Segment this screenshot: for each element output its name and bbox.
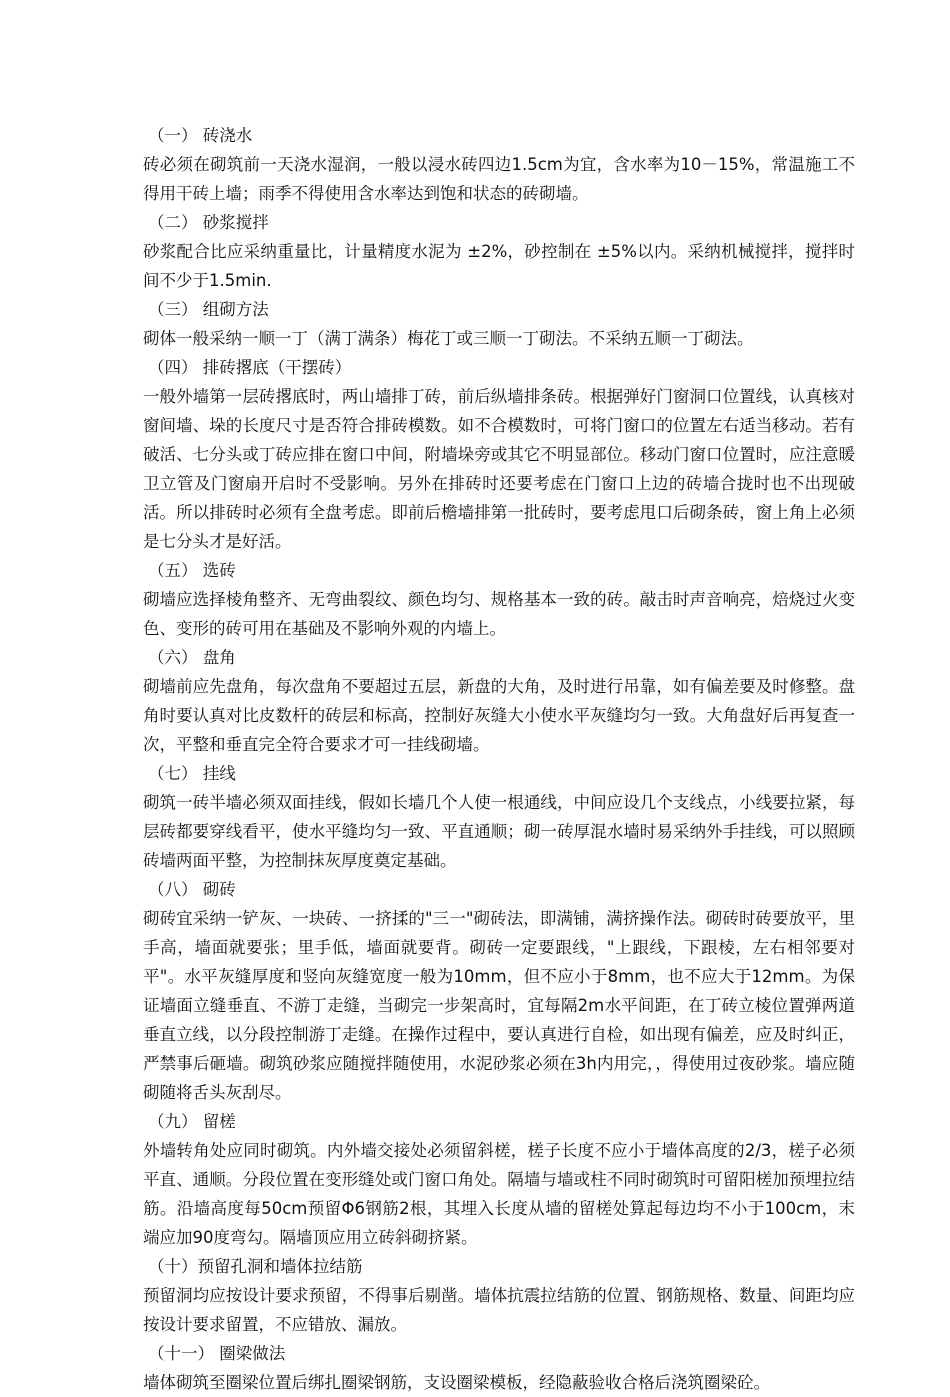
section-heading-3: （三） 组砌方法	[148, 300, 269, 319]
section-heading-1: （一） 砖浇水	[148, 126, 253, 145]
section-heading-6: （六） 盘角	[148, 648, 236, 667]
section-text-9: 外墙转角处应同时砌筑。内外墙交接处必须留斜槎，槎子长度不应小于墙体高度的2/3，槎子必须平直、通顺。分段位置在变形缝处或门窗口角处。隔墙与墙或柱不同时砌筑时可留阳槎加预埋拉结筋。沿墙高度每50cm预留Φ6钢筋2根，其埋入长度从墙的留槎处算起每边均不小于100cm，末端应加90度弯勾。隔墙顶应用立砖斜砌挤紧。	[143, 1141, 855, 1247]
section-text-10: 预留洞均应按设计要求预留，不得事后剔凿。墙体抗震拉结筋的位置、钢筋规格、数量、间距均应按设计要求留置，不应错放、漏放。	[143, 1286, 855, 1334]
section-heading-4: （四） 排砖撂底（干摆砖）	[148, 358, 352, 377]
section-heading-5: （五） 选砖	[148, 561, 236, 580]
section-heading-2: （二） 砂浆搅拌	[148, 213, 269, 232]
section-text-6: 砌墙前应先盘角，每次盘角不要超过五层，新盘的大角，及时进行吊靠，如有偏差要及时修整。盘角时要认真对比皮数杆的砖层和标高，控制好灰缝大小使水平灰缝均匀一致。大角盘好后再复查一次，平整和垂直完全符合要求才可一挂线砌墙。	[143, 677, 855, 754]
section-heading-11: （十一） 圈梁做法	[148, 1344, 286, 1363]
section-heading-8: （八） 砌砖	[148, 880, 236, 899]
section-text-3: 砌体一般采纳一顺一丁（满丁满条）梅花丁或三顺一丁砌法。不采纳五顺一丁砌法。	[143, 329, 754, 348]
section-text-4: 一般外墙第一层砖撂底时，两山墙排丁砖，前后纵墙排条砖。根据弹好门窗洞口位置线，认真核对窗间墙、垛的长度尺寸是否符合排砖模数。如不合模数时，可将门窗口的位置左右适当移动。若有破活、七分头或丁砖应排在窗口中间，附墙垛旁或其它不明显部位。移动门窗口位置时，应注意暖卫立管及门窗扇开启时不受影响。另外在排砖时还要考虑在门窗口上边的砖墙合拢时也不出现破活。所以排砖时必须有全盘考虑。即前后檐墙排第一批砖时，要考虑甩口后砌条砖，窗上角上必须是七分头才是好活。	[143, 387, 855, 551]
section-text-11: 墙体砌筑至圈梁位置后绑扎圈梁钢筋，支设圈梁模板，经隐蔽验收合格后浇筑圈梁砼。	[143, 1373, 770, 1392]
section-text-8: 砌砖宜采纳一铲灰、一块砖、一挤揉的"三一"砌砖法，即满铺，满挤操作法。砌砖时砖要放平，里手高，墙面就要张；里手低，墙面就要背。砌砖一定要跟线，"上跟线，下跟棱，左右相邻要对平"。水平灰缝厚度和竖向灰缝宽度一般为10mm，但不应小于8mm，也不应大于12mm。为保证墙面立缝垂直、不游丁走缝，当砌完一步架高时，宜每隔2m水平间距，在丁砖立棱位置弹两道垂直立线，以分段控制游丁走缝。在操作过程中，要认真进行自检，如出现有偏差，应及时纠正，严禁事后砸墙。砌筑砂浆应随搅拌随使用，水泥砂浆必须在3h内用完，，得使用过夜砂浆。墙应随砌随将舌头灰刮尽。	[143, 909, 855, 1102]
section-heading-7: （七） 挂线	[148, 764, 236, 783]
section-heading-9: （九） 留槎	[148, 1112, 236, 1131]
section-text-2: 砂浆配合比应采纳重量比，计量精度水泥为 ±2%，砂控制在 ±5%以内。采纳机械搅拌，搅拌时间不少于1.5min.	[143, 242, 855, 290]
section-text-7: 砌筑一砖半墙必须双面挂线，假如长墙几个人使一根通线，中间应设几个支线点，小线要拉紧，每层砖都要穿线看平，使水平缝均匀一致、平直通顺；砌一砖厚混水墙时易采纳外手挂线，可以照顾砖墙两面平整，为控制抹灰厚度奠定基础。	[143, 793, 855, 870]
document-body	[143, 121, 855, 1397]
section-text-5: 砌墙应选择棱角整齐、无弯曲裂纹、颜色均匀、规格基本一致的砖。敲击时声音响亮，焙烧过火变色、变形的砖可用在基础及不影响外观的内墙上。	[143, 590, 855, 638]
section-heading-10: （十）预留孔洞和墙体拉结筋	[148, 1257, 363, 1276]
section-text-1: 砖必须在砌筑前一天浇水湿润，一般以浸水砖四边1.5cm为宜，含水率为10－15%，常温施工不得用干砖上墙；雨季不得使用含水率达到饱和状态的砖砌墙。	[143, 155, 855, 203]
